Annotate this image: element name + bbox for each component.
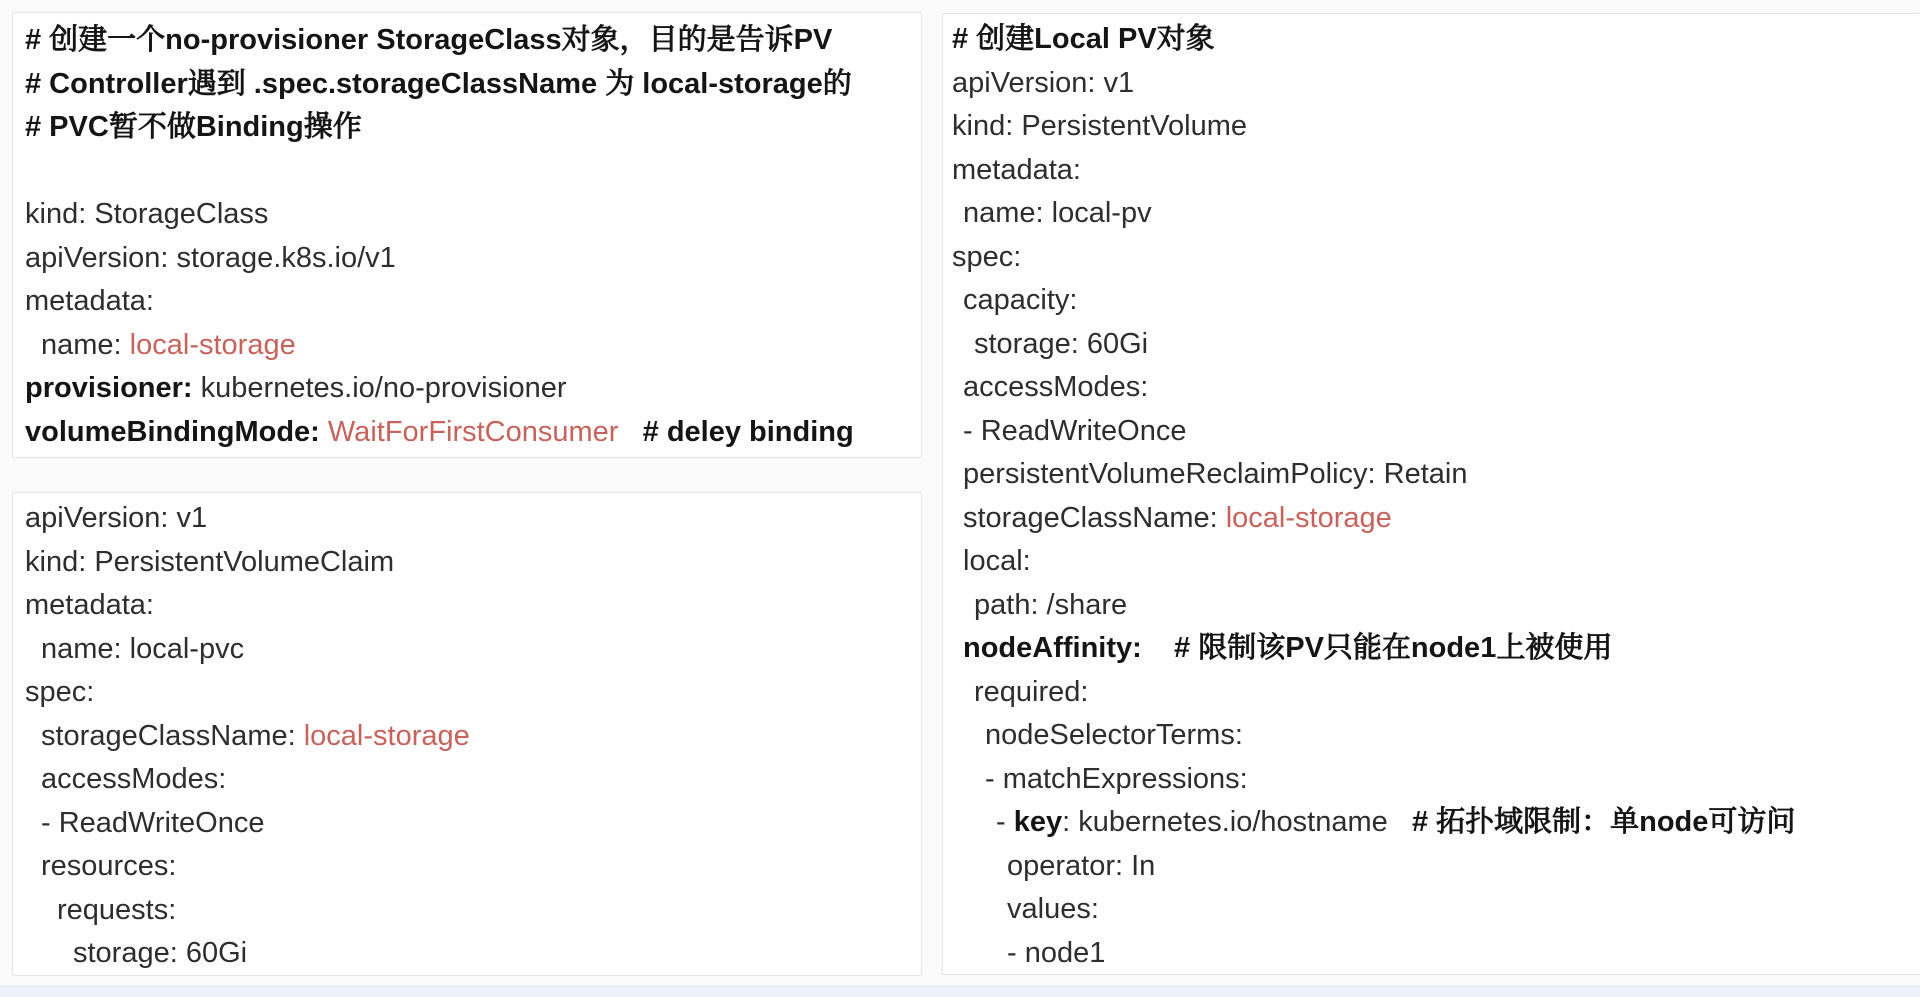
code-line xyxy=(952,758,1912,802)
code-line xyxy=(952,801,1912,845)
yaml-text: - xyxy=(996,806,1014,838)
yaml-emphasis-text: # 创建一个no-provisioner StorageClass对象，目的是告诉PV xyxy=(25,24,833,56)
yaml-text: values: xyxy=(1007,893,1099,925)
yaml-text: kind: PersistentVolumeClaim xyxy=(25,545,395,578)
code-line xyxy=(952,192,1912,236)
yaml-text: spec: xyxy=(952,240,1022,273)
yaml-emphasis-text: # deley binding xyxy=(642,415,854,448)
yaml-text: apiVersion: v1 xyxy=(25,502,208,534)
yaml-text: nodeSelectorTerms: xyxy=(985,719,1243,751)
pv-yaml-panel xyxy=(942,13,1920,975)
yaml-text: kubernetes.io/no-provisioner xyxy=(192,372,567,404)
yaml-emphasis-text: # 限制该PV只能在node1上被使用 xyxy=(1174,632,1613,664)
yaml-text: name: xyxy=(41,328,130,361)
yaml-text: kind: StorageClass xyxy=(25,198,269,230)
code-line xyxy=(25,671,913,715)
code-line xyxy=(952,105,1912,149)
code-line xyxy=(25,19,913,63)
code-line xyxy=(25,584,913,628)
code-line xyxy=(25,497,913,541)
yaml-emphasis-text: # 创建Local PV对象 xyxy=(952,23,1215,55)
yaml-text: requests: xyxy=(57,893,177,926)
pvc-yaml-panel xyxy=(12,492,922,976)
code-line xyxy=(25,280,913,324)
code-line xyxy=(25,237,913,281)
yaml-text: metadata: xyxy=(952,153,1081,186)
code-line xyxy=(952,453,1912,497)
code-line xyxy=(952,236,1912,280)
code-line xyxy=(952,323,1912,367)
code-line xyxy=(952,410,1912,454)
code-line xyxy=(25,106,913,150)
yaml-text: - ReadWriteOnce xyxy=(41,806,265,839)
yaml-text xyxy=(1142,632,1174,664)
code-line xyxy=(952,366,1912,410)
code-line xyxy=(952,845,1912,889)
yaml-text: operator: In xyxy=(1007,849,1156,882)
yaml-text: - matchExpressions: xyxy=(985,762,1248,795)
storageclass-yaml-panel xyxy=(12,12,922,458)
yaml-text: storage: 60Gi xyxy=(73,937,248,969)
yaml-text: kind: PersistentVolume xyxy=(952,110,1247,142)
code-line xyxy=(25,845,913,889)
code-line xyxy=(25,193,913,237)
yaml-highlighted-value: WaitForFirstConsumer xyxy=(327,415,619,448)
code-line xyxy=(25,367,913,411)
yaml-text: apiVersion: v1 xyxy=(952,66,1135,99)
yaml-text: storage: 60Gi xyxy=(974,327,1149,360)
yaml-highlighted-value: local-storage xyxy=(129,328,296,361)
code-line xyxy=(25,150,913,194)
yaml-text: persistentVolumeReclaimPolicy: Retain xyxy=(963,458,1468,490)
yaml-text: name: local-pv xyxy=(963,197,1152,229)
code-line xyxy=(25,715,913,759)
yaml-text: - ReadWriteOnce xyxy=(963,414,1187,447)
code-line xyxy=(952,584,1912,628)
code-line xyxy=(952,540,1912,584)
yaml-highlighted-value: local-storage xyxy=(303,719,470,752)
yaml-text: accessModes: xyxy=(41,763,227,795)
yaml-text: local: xyxy=(963,545,1031,577)
bottom-strip xyxy=(0,985,1920,997)
yaml-emphasis-text: provisioner: xyxy=(25,372,193,404)
code-line xyxy=(25,628,913,672)
yaml-text: capacity: xyxy=(963,284,1078,316)
yaml-text: metadata: xyxy=(25,589,154,621)
code-line xyxy=(952,671,1912,715)
code-line xyxy=(25,63,913,107)
yaml-emphasis-text: # PVC暂不做Binding操作 xyxy=(25,111,362,143)
yaml-emphasis-text: volumeBindingMode: xyxy=(25,415,320,448)
yaml-text: apiVersion: storage.k8s.io/v1 xyxy=(25,241,396,274)
yaml-text: path: /share xyxy=(974,588,1128,621)
code-line xyxy=(25,758,913,802)
code-line xyxy=(25,324,913,368)
yaml-text: accessModes: xyxy=(963,371,1149,403)
code-line xyxy=(952,149,1912,193)
code-line xyxy=(25,411,913,455)
code-line xyxy=(952,279,1912,323)
yaml-text: storageClassName: xyxy=(41,719,304,752)
code-line xyxy=(952,714,1912,758)
code-line xyxy=(952,497,1912,541)
yaml-text: resources: xyxy=(41,850,177,882)
yaml-text: name: local-pvc xyxy=(41,632,245,665)
yaml-text: spec: xyxy=(25,676,95,708)
yaml-emphasis-text: # 拓扑域限制：单node可访问 xyxy=(1411,806,1796,838)
yaml-text: storageClassName: xyxy=(963,501,1226,534)
yaml-emphasis-text: # Controller遇到 .spec.storageClassName 为 local-storage的 xyxy=(25,67,852,100)
yaml-text: : kubernetes.io/hostname xyxy=(1062,806,1388,838)
code-line xyxy=(25,932,913,976)
code-line xyxy=(25,802,913,846)
code-line xyxy=(952,62,1912,106)
code-line xyxy=(952,18,1912,62)
code-line xyxy=(952,888,1912,932)
code-line xyxy=(25,889,913,933)
code-line xyxy=(25,541,913,585)
yaml-highlighted-value: local-storage xyxy=(1225,501,1392,534)
yaml-text: - node1 xyxy=(1007,936,1106,969)
yaml-text xyxy=(618,416,642,448)
code-line xyxy=(952,627,1912,671)
yaml-emphasis-text: key xyxy=(1013,806,1063,838)
yaml-emphasis-text: nodeAffinity: xyxy=(963,632,1142,664)
yaml-text: metadata: xyxy=(25,285,154,317)
code-line xyxy=(952,932,1912,976)
yaml-text xyxy=(1388,806,1412,838)
yaml-text: required: xyxy=(974,675,1089,708)
yaml-text xyxy=(320,416,328,448)
